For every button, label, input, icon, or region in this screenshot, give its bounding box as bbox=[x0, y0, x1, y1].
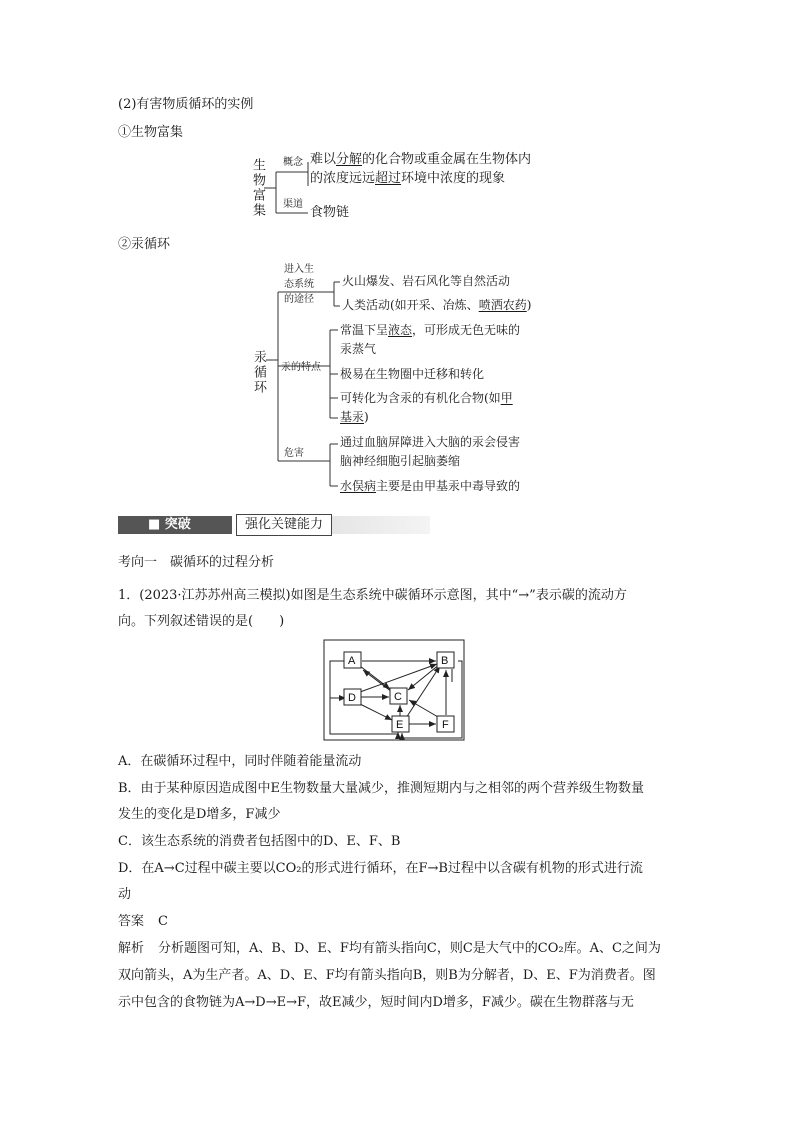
arrow-a-c bbox=[360, 666, 390, 689]
analysis-label: 解析 bbox=[118, 941, 145, 956]
pathway-natural: 火山爆发、岩石风化等自然活动 bbox=[342, 274, 511, 288]
concept-text-line1: 难以分解的化合物或重金属在生物体内 bbox=[310, 152, 532, 167]
arrow-b-c bbox=[408, 664, 440, 690]
arrow-f-c bbox=[409, 700, 438, 717]
section-heading: (2)有害物质循环的实例 bbox=[118, 97, 254, 112]
feature-3-line2: 基汞) bbox=[340, 410, 369, 424]
feature-3-line1: 可转化为含汞的有机化合物(如甲 bbox=[340, 391, 513, 405]
answer-line bbox=[118, 913, 168, 931]
direction-title: 考向一 碳循环的过程分析 bbox=[118, 555, 275, 570]
option-c: C．该生态系统的消费者包括图中的D、E、F、B bbox=[118, 834, 401, 849]
banner-subtitle: 强化关键能力 bbox=[236, 514, 332, 536]
arrow-c-a bbox=[363, 670, 392, 692]
option-a: A．在碳循环过程中，同时伴随着能量流动 bbox=[118, 754, 362, 769]
channel-text: 食物链 bbox=[310, 205, 350, 220]
harm-label: 危害 bbox=[284, 448, 304, 459]
option-b-line1: B．由于某种原因造成图中E生物数量大量减少，推测短期内与之相邻的两个营养级生物数量 bbox=[118, 781, 645, 796]
arrow-d-e bbox=[360, 704, 392, 720]
concept-text-line2: 的浓度远远超过环境中浓度的现象 bbox=[310, 171, 506, 186]
pathway-label: 进入生 态系统 的途径 bbox=[284, 264, 314, 305]
analysis-line2: 双向箭头，A为生产者。A、D、E、F均有箭头指向B，则B为分解者，D、E、F为消费者。图 bbox=[118, 968, 656, 983]
harm-1-line1: 通过血脑屏障进入大脑的汞会侵害 bbox=[340, 435, 521, 449]
pathway-human: 人类活动(如开采、冶炼、喷洒农药) bbox=[342, 298, 532, 312]
bio-enrichment-root: 生物富集 bbox=[250, 158, 265, 218]
node-f: F bbox=[442, 719, 449, 731]
option-d-line1: D．在A→C过程中碳主要以CO₂的形式进行循环，在F→B过程中以含碳有机物的形式进行流 bbox=[118, 861, 643, 876]
feature-1-line1: 常温下呈液态，可形成无色无味的 bbox=[340, 323, 521, 337]
mercury-cycle-heading: ②汞循环 bbox=[118, 237, 171, 252]
harm-2: 水俣病主要是由甲基汞中毒导致的 bbox=[340, 479, 521, 493]
analysis-line3: 示中包含的食物链为A→D→E→F，故E减少，短时间内D增多，F减少。碳在生物群落与无 bbox=[118, 995, 634, 1010]
feature-label: 汞的特点 bbox=[281, 362, 321, 373]
question-stem-line1: 1．(2023·江苏苏州高三模拟)如图是生态系统中碳循环示意图，其中“→”表示碳的流动方 bbox=[118, 588, 627, 603]
harm-1-line2: 脑神经细胞引起脑萎缩 bbox=[340, 454, 461, 468]
option-b-line2: 发生的变化是D增多，F减少 bbox=[118, 807, 281, 822]
concept-label: 概念 bbox=[283, 157, 303, 168]
answer-value: C bbox=[158, 914, 168, 929]
question-stem-line2: 向。下列叙述错误的是( ) bbox=[118, 614, 285, 629]
banner-breakthrough: ■ 突破 bbox=[118, 516, 232, 534]
option-d-line2: 动 bbox=[118, 887, 132, 902]
node-b: B bbox=[441, 655, 449, 667]
mercury-cycle-root: 汞循环 bbox=[251, 350, 266, 395]
node-e: E bbox=[396, 719, 404, 731]
channel-label: 渠道 bbox=[283, 199, 303, 210]
feature-2: 极易在生物圈中迁移和转化 bbox=[340, 367, 485, 381]
node-a: A bbox=[348, 655, 356, 667]
arrow-loop-e bbox=[330, 698, 398, 734]
bio-enrichment-heading: ①生物富集 bbox=[118, 125, 184, 140]
node-c: C bbox=[394, 691, 402, 703]
answer-label: 答案 bbox=[118, 914, 145, 929]
node-d: D bbox=[348, 692, 356, 704]
analysis-line1: 解析 分析题图可知，A、B、D、E、F均有箭头指向C，则C是大气中的CO₂库。A、C之间为 bbox=[118, 941, 661, 956]
feature-1-line2: 汞蒸气 bbox=[340, 342, 377, 356]
